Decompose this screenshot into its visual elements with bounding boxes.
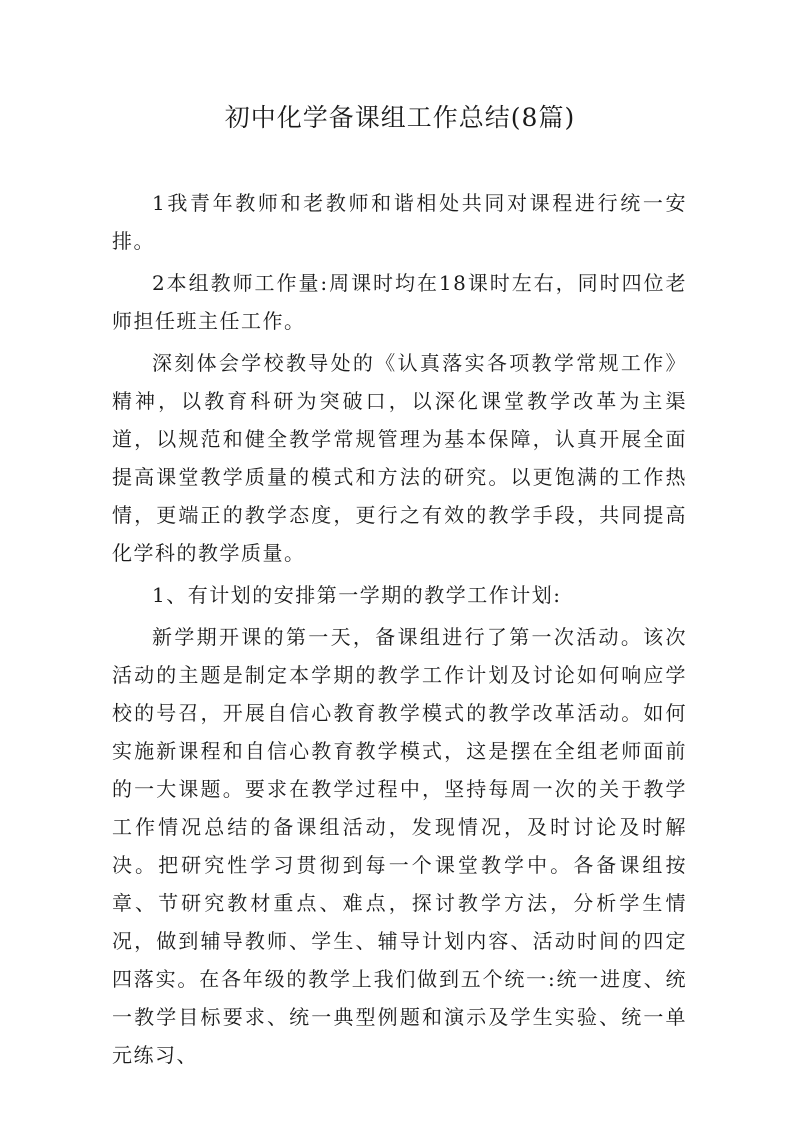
document-title: 初中化学备课组工作总结(8篇) [224,103,576,132]
paragraph-2: 2本组教师工作量:周课时均在18课时左右，同时四位老师担任班主任工作。 [112,271,687,333]
paragraph-1: 1我青年教师和老教师和谐相处共同对课程进行统一安排。 [112,191,687,253]
paragraph-4: 1、有计划的安排第一学期的教学工作计划: [152,583,562,607]
document-body [112,184,687,1078]
paragraph-5: 新学期开课的第一天，备课组进行了第一次活动。该次活动的主题是制定本学期的教学工作计划及讨论如何响应学校的号召，开展自信心教育教学模式的教学改革活动。如何实施新课程和自信心教育教学模式，这是摆在全组老师面前的一大课题。要求在教学过程中，坚持每周一次的关于教学工作情况总结的备课组活动，发现情况，及时讨论及时解决。把研究性学习贯彻到每一个课堂教学中。各备课组按章、节研究教材重点、难点，探讨教学方法，分析学生情况，做到辅导教师、学生、辅导计划内容、活动时间的四定四落实。在各年级的教学上我们做到五个统一:统一进度、统一教学目标要求、统一典型例题和演示及学生实验、统一单元练习、 [112,625,687,1067]
paragraph-3: 深刻体会学校教导处的《认真落实各项教学常规工作》精神，以教育科研为突破口，以深化课堂教学改革为主渠道，以规范和健全教学常规管理为基本保障，认真开展全面提高课堂教学质量的模式和方法的研究。以更饱满的工作热情，更端正的教学态度，更行之有效的教学手段，共同提高化学科的教学质量。 [112,351,687,565]
